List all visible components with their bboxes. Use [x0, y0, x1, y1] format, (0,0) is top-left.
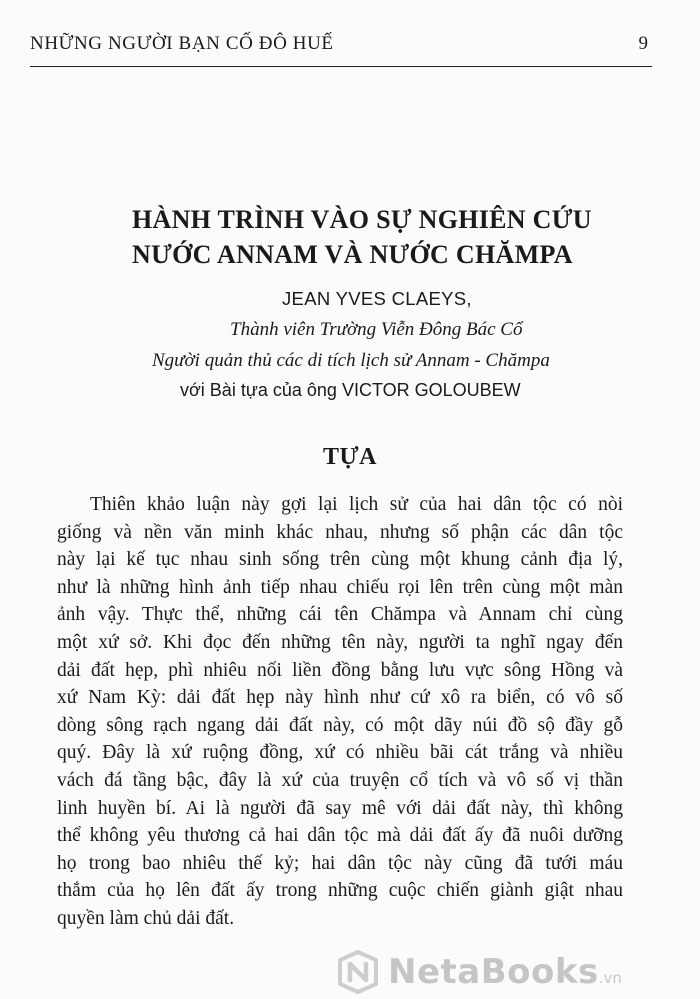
watermark	[336, 950, 676, 994]
author-role-2: Người quản thủ các di tích lịch sử Annam - Chămpa	[152, 350, 550, 371]
body-line: thể không yêu thương cả hai dân tộc mà dải đất ấy đã nuôi dưỡng	[57, 825, 623, 847]
running-title: NHỮNG NGƯỜI BẠN CỐ ĐÔ HUẾ	[30, 33, 334, 54]
body-line: quyền làm chủ dải đất.	[57, 907, 235, 929]
body-line: quý. Đây là xứ ruộng đồng, xứ có nhiều bãi cát trắng và nhiều	[57, 742, 623, 764]
body-line: một xứ sở. Khi đọc đến những tên này, người ta nghĩ ngay đến	[57, 631, 623, 653]
chapter-title	[132, 202, 612, 272]
body-line: này lại kế tục nhau sinh sống trên cùng một khung cảnh địa lý,	[57, 549, 623, 571]
author-role-1: Thành viên Trường Viễn Đông Bác Cổ	[230, 319, 523, 340]
watermark-text	[388, 952, 622, 992]
body-line: họ trong bao nhiêu thế kỷ; hai dân tộc này cũng đã tưới máu	[57, 852, 623, 874]
watermark-brand: NetaBooks	[388, 952, 599, 992]
body-paragraph	[57, 491, 623, 933]
author-preface-note: với Bài tựa của ông VICTOR GOLOUBEW	[180, 380, 521, 400]
body-line: ảnh vậy. Thực thể, những cái tên Chămpa và Annam chỉ cùng	[57, 604, 623, 626]
body-line: Thiên khảo luận này gợi lại lịch sử của hai dân tộc có nòi	[90, 494, 623, 515]
watermark-suffix: .vn	[598, 969, 622, 987]
author-name: JEAN YVES CLAEYS,	[282, 288, 472, 309]
body-line: xứ Nam Kỳ: dải đất hẹp này hình như cứ xô ra biển, có vô số	[57, 687, 623, 709]
running-header	[30, 33, 650, 63]
page-number: 9	[638, 33, 648, 54]
body-line: dòng sông rạch ngang dải đất này, có một dãy núi đồ sộ đầy gỗ	[57, 714, 623, 736]
chapter-title-line-2: NƯỚC ANNAM VÀ NƯỚC CHĂMPA	[132, 240, 573, 269]
body-line: dải đất hẹp, phì nhiêu nối liền đồng bằng lưu vực sông Hồng và	[57, 659, 623, 681]
chapter-title-line-1: HÀNH TRÌNH VÀO SỰ NGHIÊN CỨU	[132, 205, 592, 234]
body-line: linh huyền bí. Ai là người đã say mê với dải đất này, thì không	[57, 797, 623, 819]
body-line: thắm của họ lên đất ấy trong những cuộc chiến giành giật nhau	[57, 880, 623, 902]
body-line: như là những hình ảnh tiếp nhau chiếu rọi lên trên cùng một màn	[57, 576, 623, 598]
body-line: giống và nền văn minh khác nhau, nhưng số phận các dân tộc	[57, 521, 623, 543]
section-heading: TỰA	[323, 444, 377, 470]
header-divider	[30, 66, 652, 67]
netabooks-logo-icon	[336, 950, 380, 994]
body-line: vách đá tầng bậc, đây là xứ của truyện cổ tích và vô số vị thần	[57, 769, 623, 791]
